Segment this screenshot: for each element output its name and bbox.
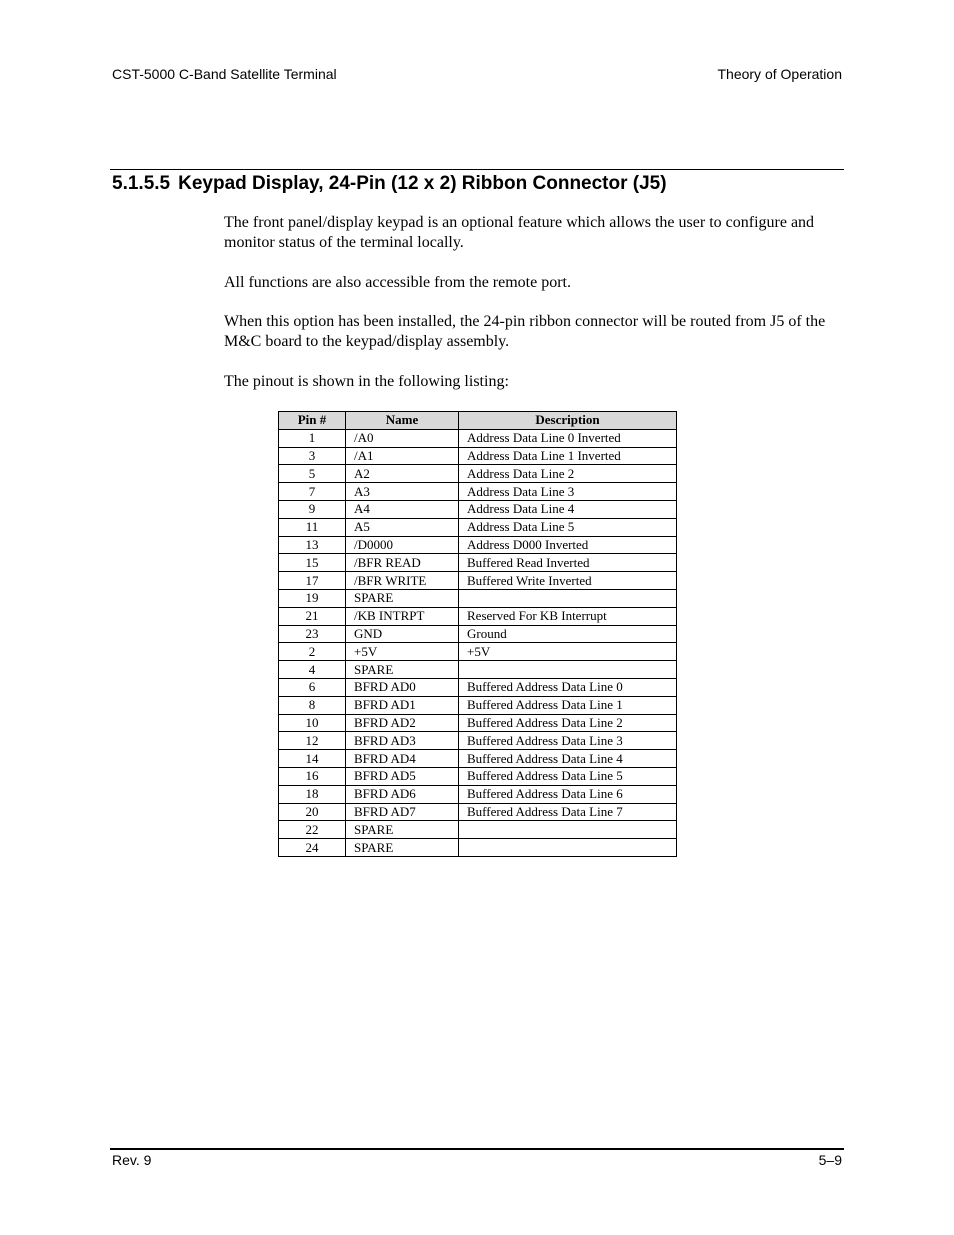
section-title: Keypad Display, 24-Pin (12 x 2) Ribbon Connector (J5)	[178, 173, 667, 194]
cell-pin: 20	[279, 803, 346, 821]
running-footer	[112, 1152, 842, 1168]
cell-name: SPARE	[346, 661, 459, 679]
table-row	[279, 500, 677, 518]
running-header	[112, 66, 842, 82]
cell-description	[459, 839, 677, 857]
table-row	[279, 447, 677, 465]
table-header-row	[279, 412, 677, 430]
cell-description: Buffered Address Data Line 3	[459, 732, 677, 750]
cell-pin: 1	[279, 429, 346, 447]
cell-name: /BFR WRITE	[346, 572, 459, 590]
table-row	[279, 643, 677, 661]
cell-pin: 4	[279, 661, 346, 679]
cell-name: BFRD AD7	[346, 803, 459, 821]
cell-name: /A0	[346, 429, 459, 447]
table-row	[279, 696, 677, 714]
cell-name: BFRD AD3	[346, 732, 459, 750]
cell-description: Buffered Address Data Line 5	[459, 767, 677, 785]
table-row	[279, 536, 677, 554]
section-divider	[110, 169, 844, 170]
table-row	[279, 732, 677, 750]
cell-pin: 10	[279, 714, 346, 732]
cell-name: BFRD AD0	[346, 678, 459, 696]
table-row	[279, 803, 677, 821]
cell-description: Reserved For KB Interrupt	[459, 607, 677, 625]
cell-description: Buffered Address Data Line 2	[459, 714, 677, 732]
table-row	[279, 821, 677, 839]
cell-description: Ground	[459, 625, 677, 643]
cell-pin: 23	[279, 625, 346, 643]
cell-description: Address Data Line 3	[459, 483, 677, 501]
cell-pin: 19	[279, 589, 346, 607]
cell-description	[459, 589, 677, 607]
cell-pin: 3	[279, 447, 346, 465]
cell-name: /D0000	[346, 536, 459, 554]
paragraph-remote-port: All functions are also accessible from the remote port.	[224, 274, 571, 291]
cell-description: Buffered Address Data Line 1	[459, 696, 677, 714]
cell-description: Address D000 Inverted	[459, 536, 677, 554]
cell-name: /A1	[346, 447, 459, 465]
cell-description: +5V	[459, 643, 677, 661]
cell-description	[459, 821, 677, 839]
table-row	[279, 483, 677, 501]
pinout-table	[278, 411, 677, 857]
header-pin: Pin #	[279, 412, 346, 430]
cell-description: Buffered Address Data Line 7	[459, 803, 677, 821]
cell-name: SPARE	[346, 821, 459, 839]
table-row	[279, 625, 677, 643]
cell-pin: 14	[279, 750, 346, 768]
table-row	[279, 429, 677, 447]
header-chapter-title: Theory of Operation	[717, 66, 842, 82]
cell-name: BFRD AD2	[346, 714, 459, 732]
section-number: 5.1.5.5	[112, 173, 171, 194]
cell-name: BFRD AD6	[346, 785, 459, 803]
footer-revision: Rev. 9	[112, 1152, 152, 1168]
paragraph-installation: When this option has been installed, the 24-pin ribbon connector will be routed from J5 of the M&C board to the keypad/display assembly.	[224, 313, 826, 350]
cell-pin: 13	[279, 536, 346, 554]
table-row	[279, 589, 677, 607]
paragraph-pinout-intro: The pinout is shown in the following listing:	[224, 373, 509, 390]
cell-name: SPARE	[346, 839, 459, 857]
cell-name: GND	[346, 625, 459, 643]
cell-pin: 5	[279, 465, 346, 483]
cell-description	[459, 661, 677, 679]
cell-name: +5V	[346, 643, 459, 661]
cell-pin: 6	[279, 678, 346, 696]
table-row	[279, 678, 677, 696]
table-row	[279, 714, 677, 732]
table-row	[279, 465, 677, 483]
table-row	[279, 767, 677, 785]
header-document-title: CST-5000 C-Band Satellite Terminal	[112, 66, 337, 82]
cell-name: /BFR READ	[346, 554, 459, 572]
cell-name: A4	[346, 500, 459, 518]
cell-pin: 11	[279, 518, 346, 536]
table-row	[279, 518, 677, 536]
cell-name: A5	[346, 518, 459, 536]
cell-pin: 8	[279, 696, 346, 714]
table-row	[279, 572, 677, 590]
cell-pin: 12	[279, 732, 346, 750]
cell-pin: 2	[279, 643, 346, 661]
cell-name: A3	[346, 483, 459, 501]
cell-pin: 9	[279, 500, 346, 518]
cell-description: Address Data Line 4	[459, 500, 677, 518]
cell-pin: 18	[279, 785, 346, 803]
header-description: Description	[459, 412, 677, 430]
table-row	[279, 661, 677, 679]
paragraph-intro: The front panel/display keypad is an optional feature which allows the user to configure and monitor status of the terminal locally.	[224, 214, 815, 251]
cell-description: Buffered Address Data Line 6	[459, 785, 677, 803]
cell-pin: 24	[279, 839, 346, 857]
cell-pin: 15	[279, 554, 346, 572]
table-row	[279, 607, 677, 625]
cell-description: Address Data Line 5	[459, 518, 677, 536]
cell-name: SPARE	[346, 589, 459, 607]
cell-name: BFRD AD4	[346, 750, 459, 768]
pinout-table-body	[279, 429, 677, 856]
header-name: Name	[346, 412, 459, 430]
table-row	[279, 785, 677, 803]
table-row	[279, 554, 677, 572]
cell-description: Buffered Write Inverted	[459, 572, 677, 590]
cell-pin: 21	[279, 607, 346, 625]
cell-pin: 7	[279, 483, 346, 501]
cell-pin: 22	[279, 821, 346, 839]
cell-name: A2	[346, 465, 459, 483]
table-row	[279, 750, 677, 768]
cell-name: BFRD AD1	[346, 696, 459, 714]
cell-pin: 17	[279, 572, 346, 590]
cell-description: Buffered Address Data Line 0	[459, 678, 677, 696]
footer-divider	[110, 1148, 844, 1150]
cell-name: /KB INTRPT	[346, 607, 459, 625]
cell-pin: 16	[279, 767, 346, 785]
table-row	[279, 839, 677, 857]
cell-name: BFRD AD5	[346, 767, 459, 785]
cell-description: Address Data Line 1 Inverted	[459, 447, 677, 465]
cell-description: Address Data Line 0 Inverted	[459, 429, 677, 447]
footer-page-number: 5–9	[818, 1152, 842, 1168]
cell-description: Buffered Read Inverted	[459, 554, 677, 572]
cell-description: Buffered Address Data Line 4	[459, 750, 677, 768]
section-heading	[112, 173, 667, 195]
cell-description: Address Data Line 2	[459, 465, 677, 483]
